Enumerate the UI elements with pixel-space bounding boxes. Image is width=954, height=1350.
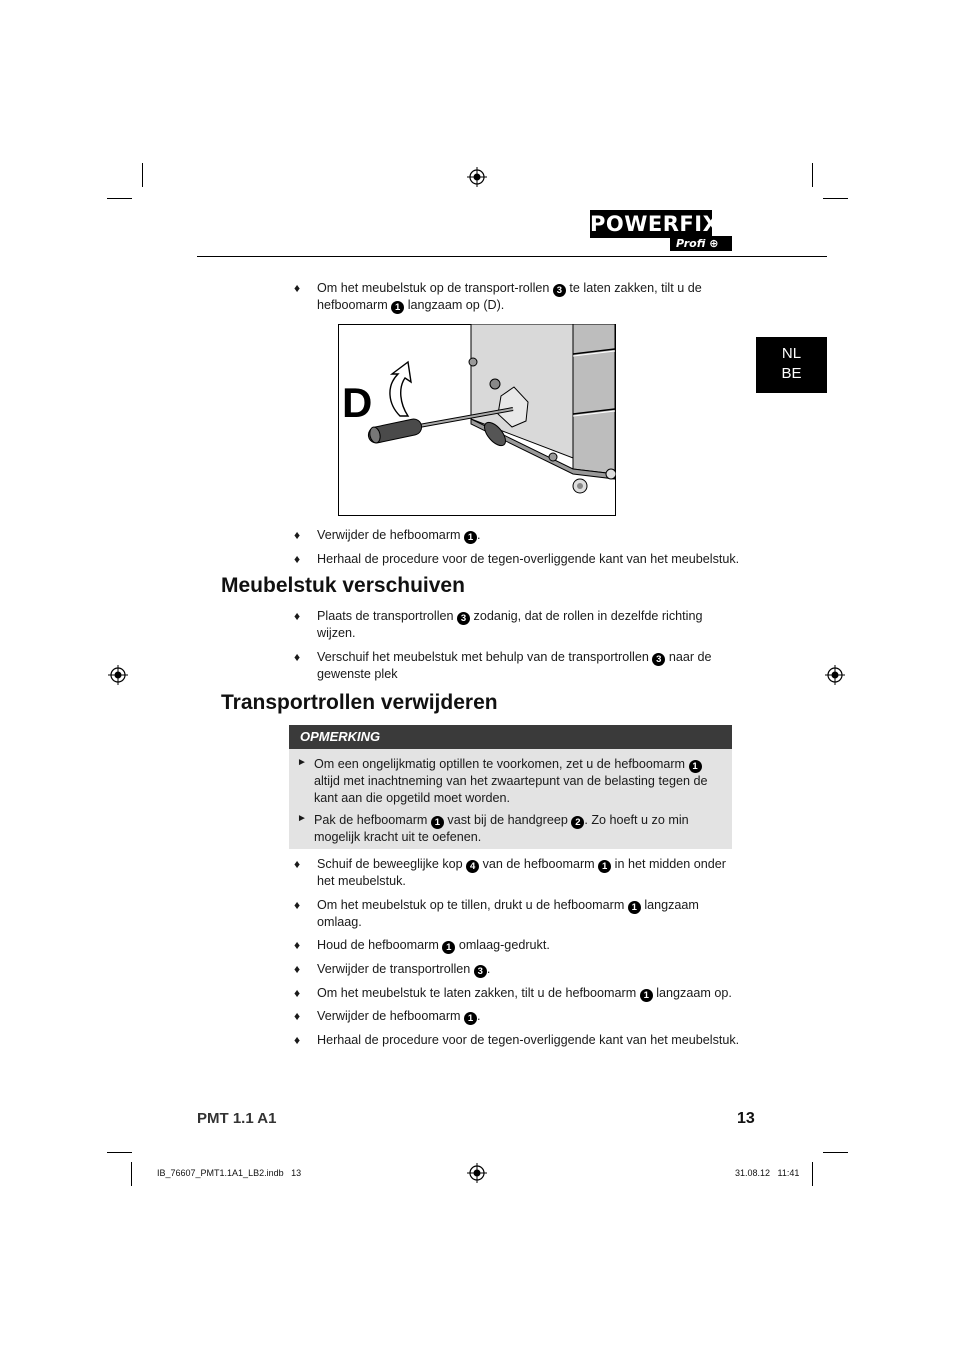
- part-number-badge: 1: [464, 1012, 477, 1025]
- diamond-bullet-icon: ♦: [294, 281, 301, 295]
- part-number-badge: 3: [553, 284, 566, 297]
- crop-mark: [142, 163, 143, 187]
- note-item: [314, 812, 726, 846]
- header-rule: [197, 256, 827, 257]
- instruction-step: [317, 856, 737, 890]
- step-text: Om het meubelstuk op de transport-rollen: [317, 281, 550, 295]
- crop-mark: [107, 1152, 132, 1153]
- logo-wordmark: POWERFIX: [590, 212, 720, 236]
- instruction-step: [317, 1008, 737, 1025]
- lang-line2: BE: [781, 365, 802, 382]
- diamond-bullet-icon: ♦: [294, 609, 301, 623]
- part-number-badge: 1: [464, 531, 477, 544]
- part-number-badge: 1: [628, 901, 641, 914]
- print-date-info: 31.08.12 11:41: [735, 1168, 800, 1178]
- diamond-bullet-icon: ♦: [294, 528, 301, 542]
- page-number: 13: [737, 1110, 755, 1127]
- note-text: mogelijk kracht uit te oefenen.: [314, 830, 482, 844]
- triangle-bullet-icon: ►: [297, 757, 307, 768]
- step-text: Schuif de beweeglijke kop: [317, 857, 463, 871]
- part-number-badge: 2: [571, 816, 584, 829]
- step-text: hefboomarm: [317, 298, 388, 312]
- step-text: het meubelstuk.: [317, 874, 406, 888]
- note-text: . Zo hoeft u zo min: [584, 813, 689, 827]
- step-text: .: [477, 1009, 481, 1023]
- logo-sub: [670, 236, 732, 251]
- instruction-step: [317, 937, 737, 954]
- diamond-bullet-icon: ♦: [294, 898, 301, 912]
- step-text: langzaam op.: [656, 986, 732, 1000]
- registration-mark-icon: [108, 665, 128, 685]
- diamond-bullet-icon: ♦: [294, 962, 301, 976]
- instruction-step: Herhaal de procedure voor de tegen-overliggende kant van het meubelstuk.: [317, 1033, 740, 1047]
- part-number-badge: 3: [652, 653, 665, 666]
- triangle-bullet-icon: ►: [297, 813, 307, 824]
- step-text: te laten zakken, tilt u de: [569, 281, 702, 295]
- lang-line1: NL: [781, 345, 802, 362]
- step-text: Verschuif het meubelstuk met behulp van de transportrollen: [317, 650, 649, 664]
- step-text: omlaag-gedrukt.: [458, 938, 550, 952]
- diamond-bullet-icon: ♦: [294, 857, 301, 871]
- print-file-info: IB_76607_PMT1.1A1_LB2.indb 13: [157, 1168, 302, 1178]
- instruction-step: [317, 527, 737, 544]
- part-number-badge: 1: [442, 941, 455, 954]
- note-text: Pak de hefboomarm: [314, 813, 428, 827]
- registration-mark-icon: [467, 1163, 487, 1183]
- instruction-step: [317, 280, 737, 314]
- diamond-bullet-icon: ♦: [294, 1009, 301, 1023]
- instruction-step: [317, 985, 747, 1002]
- crop-mark: [131, 1162, 132, 1186]
- instruction-step: [317, 961, 737, 978]
- step-text: Plaats de transportrollen: [317, 609, 454, 623]
- diamond-bullet-icon: ♦: [294, 1033, 301, 1047]
- note-item: [314, 756, 726, 807]
- section-heading: Meubelstuk verschuiven: [221, 574, 465, 597]
- part-number-badge: 1: [598, 860, 611, 873]
- registration-mark-icon: [825, 665, 845, 685]
- language-tab: [756, 337, 827, 393]
- step-text: van de hefboomarm: [482, 857, 595, 871]
- step-text: Om het meubelstuk op te tillen, drukt u de hefboomarm: [317, 898, 625, 912]
- step-text: naar de: [668, 650, 712, 664]
- step-text: wijzen.: [317, 626, 356, 640]
- crop-mark: [812, 1162, 813, 1186]
- step-text: Verwijder de hefboomarm: [317, 1009, 461, 1023]
- instruction-step: [317, 608, 737, 642]
- step-text: Verwijder de transportrollen: [317, 962, 471, 976]
- instruction-step: Herhaal de procedure voor de tegen-overliggende kant van het meubelstuk.: [317, 552, 740, 566]
- illustration-lever-lowering: [338, 324, 616, 516]
- brand-logo: [590, 210, 720, 252]
- note-text: vast bij de handgreep: [447, 813, 568, 827]
- registration-mark-icon: [467, 167, 487, 187]
- note-text: altijd met inachtneming van het zwaartepunt van de belasting tegen de: [314, 774, 708, 788]
- diamond-bullet-icon: ♦: [294, 650, 301, 664]
- part-number-badge: 1: [689, 760, 702, 773]
- step-text: Om het meubelstuk te laten zakken, tilt u de hefboomarm: [317, 986, 637, 1000]
- figure-label: D: [342, 379, 373, 426]
- step-text: .: [486, 962, 491, 976]
- crop-mark: [823, 198, 848, 199]
- step-text: langzaam: [644, 898, 699, 912]
- plus-circle-icon: ⊕: [709, 237, 719, 250]
- crop-mark: [823, 1152, 848, 1153]
- part-number-badge: 1: [431, 816, 444, 829]
- note-text: Om een ongelijkmatig optillen te voorkomen, zet u de hefboomarm: [314, 757, 686, 771]
- section-heading: Transportrollen verwijderen: [221, 691, 498, 714]
- instruction-step: [317, 649, 737, 683]
- part-number-badge: 1: [640, 989, 653, 1002]
- step-text: langzaam op (D).: [407, 298, 505, 312]
- step-text: omlaag.: [317, 915, 362, 929]
- step-text: zodanig, dat de rollen in dezelfde richting: [473, 609, 703, 623]
- crop-mark: [812, 163, 813, 187]
- step-text: Houd de hefboomarm: [317, 938, 439, 952]
- part-number-badge: 3: [457, 612, 470, 625]
- note-heading: OPMERKING: [289, 725, 732, 749]
- logo-sub-text: Profi: [676, 237, 706, 250]
- part-number-badge: 4: [466, 860, 479, 873]
- model-number: PMT 1.1 A1: [197, 1110, 277, 1127]
- part-number-badge: 1: [391, 301, 404, 314]
- step-text: in het midden onder: [614, 857, 726, 871]
- step-text: .: [477, 528, 481, 542]
- crop-mark: [107, 198, 132, 199]
- diamond-bullet-icon: ♦: [294, 552, 301, 566]
- step-text: gewenste plek: [317, 667, 398, 681]
- diamond-bullet-icon: ♦: [294, 986, 301, 1000]
- part-number-badge: 3: [474, 965, 487, 978]
- diamond-bullet-icon: ♦: [294, 938, 301, 952]
- note-text: kant aan die opgetild moet worden.: [314, 791, 511, 805]
- step-text: Verwijder de hefboomarm: [317, 528, 461, 542]
- instruction-step: [317, 897, 737, 931]
